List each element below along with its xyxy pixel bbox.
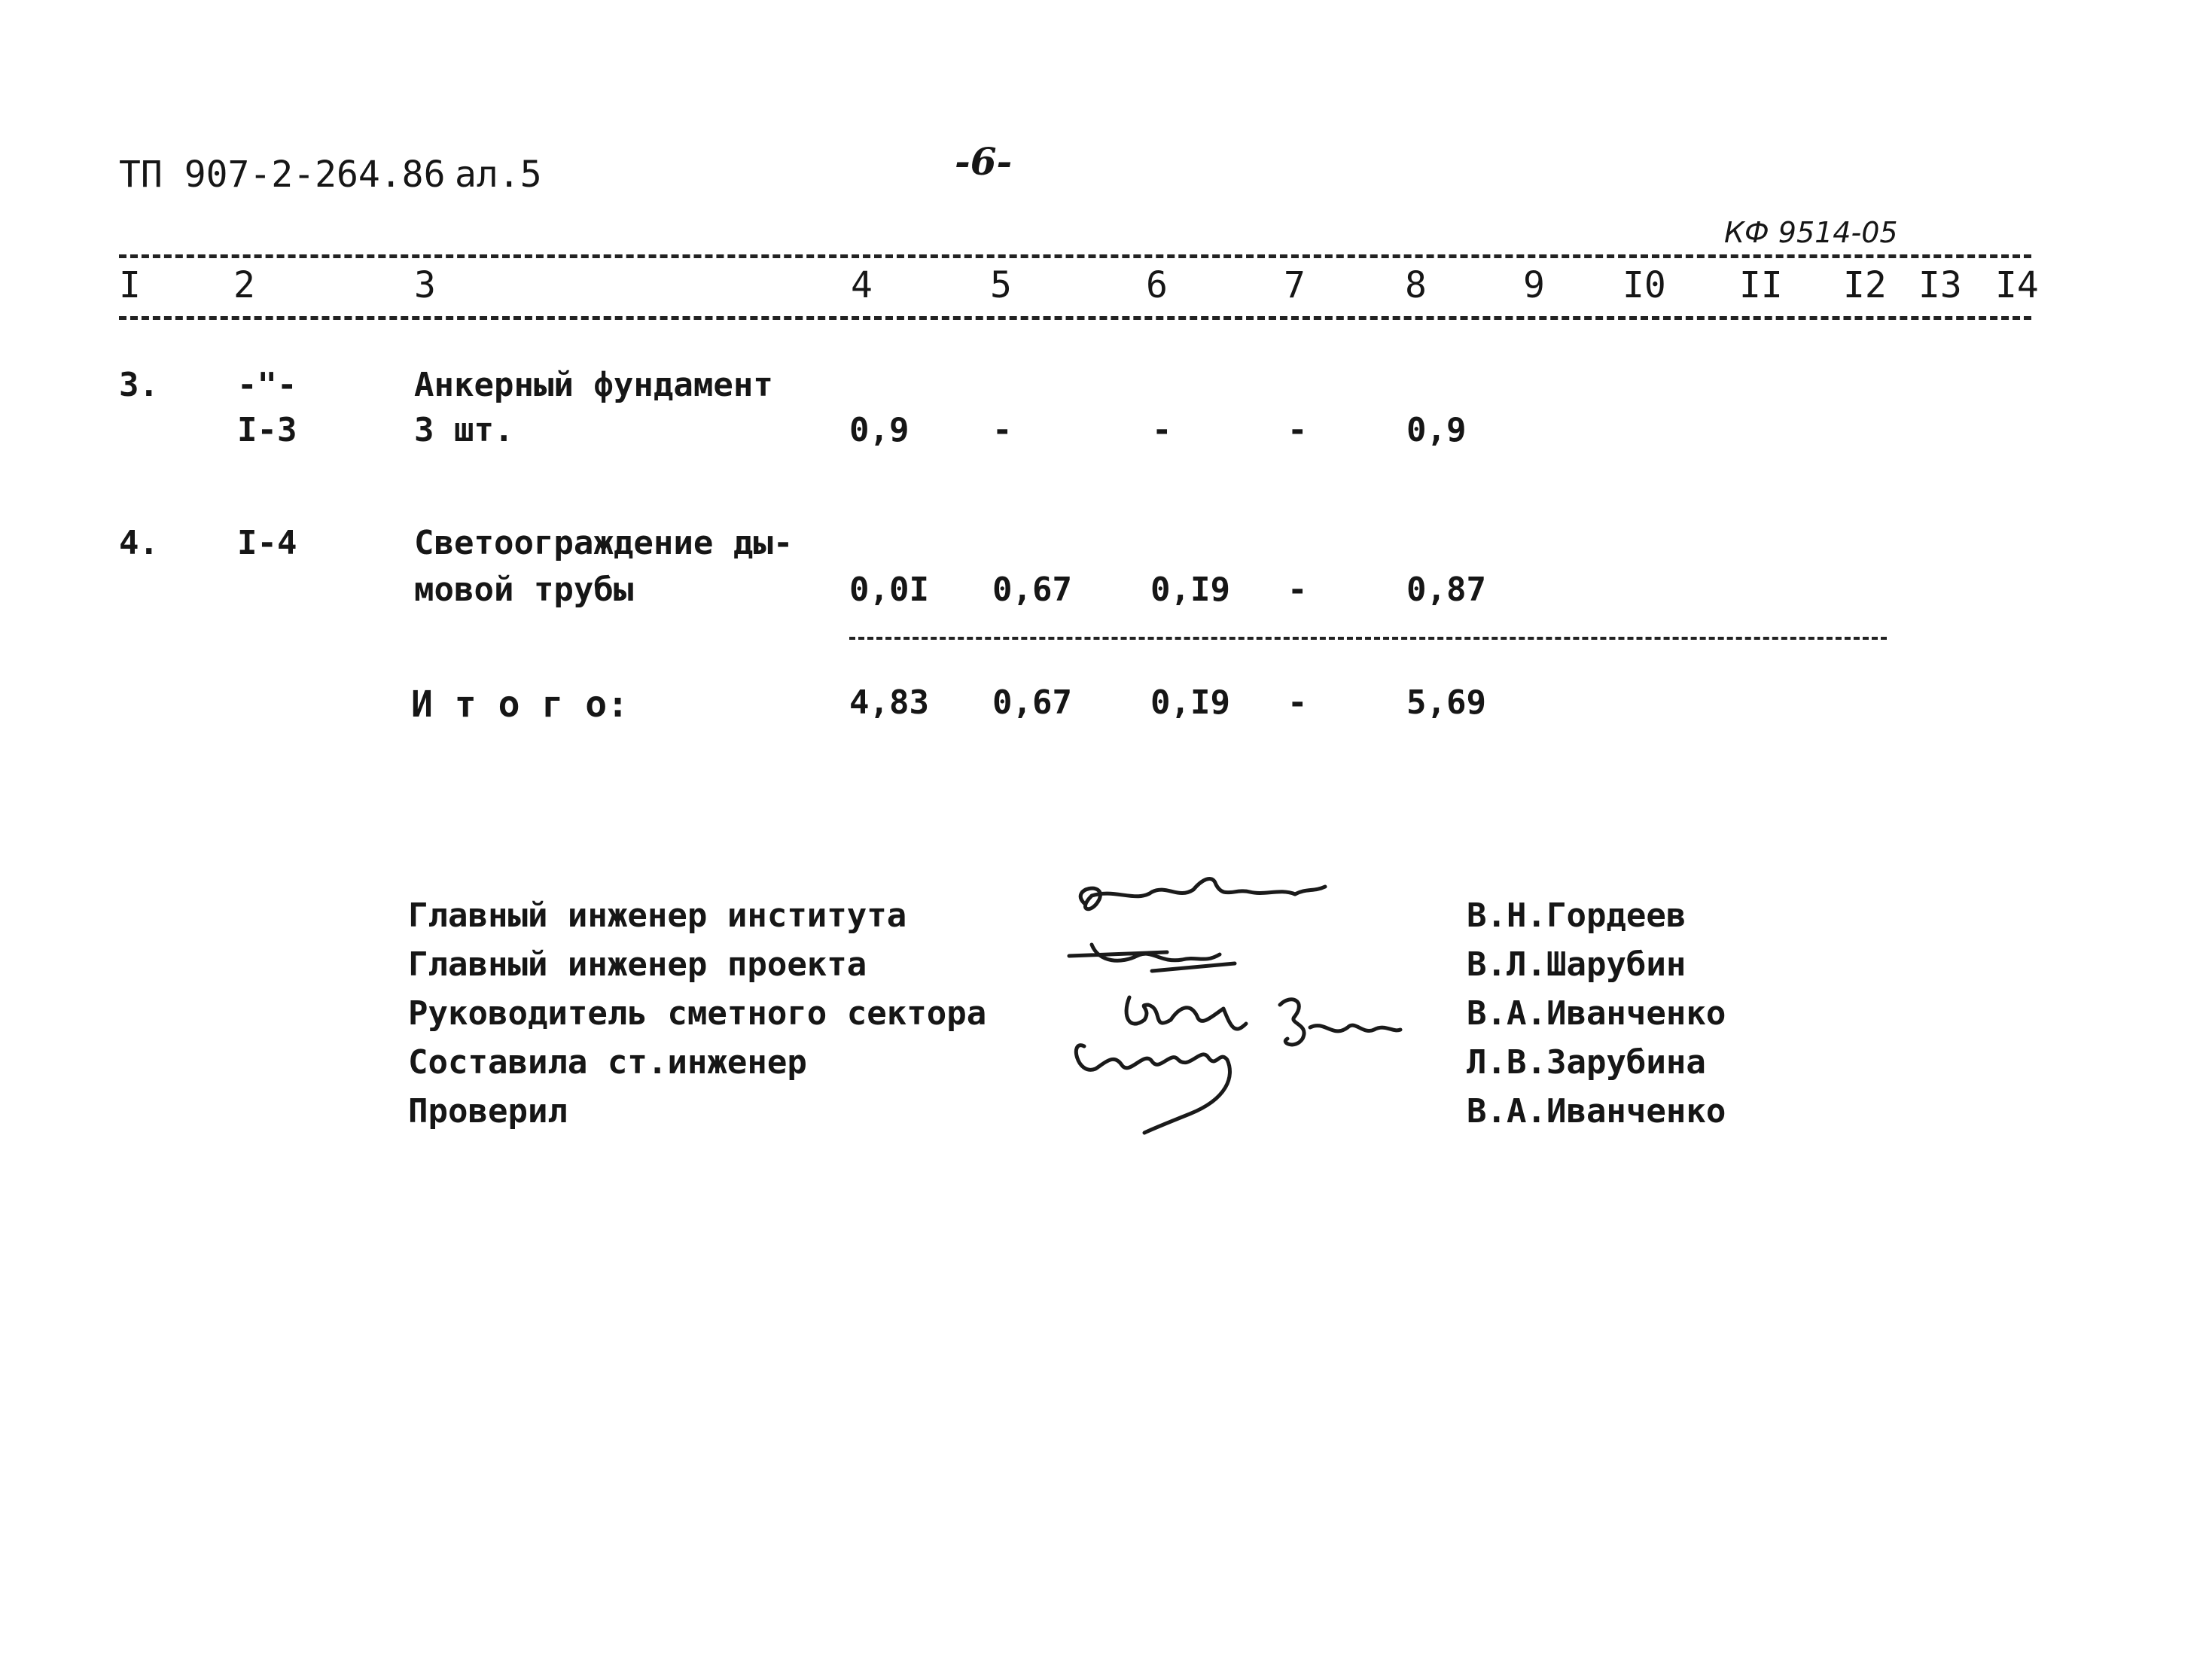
row-name: Светоограждение ды- — [414, 524, 794, 562]
total-col7: - — [1287, 683, 1308, 722]
table-header-rule — [119, 316, 2031, 320]
signatory-role: Главный инженер проекта — [408, 945, 867, 984]
signatory-name: В.А.Иванченко — [1467, 1092, 1726, 1131]
handwritten-signatures — [1039, 858, 1415, 1144]
total-col8: 5,69 — [1406, 683, 1486, 722]
row-reference: I-3 — [237, 411, 297, 449]
table-top-rule — [119, 254, 2031, 258]
signatory-name: В.Н.Гордеев — [1467, 896, 1686, 935]
column-header: 9 — [1523, 264, 1545, 306]
signatory-role: Руководитель сметного сектора — [408, 994, 987, 1033]
column-header: 2 — [233, 264, 255, 306]
row-reference: I-4 — [237, 524, 297, 562]
total-label: И т о г о: — [411, 683, 629, 726]
total-col6: 0,I9 — [1150, 683, 1230, 722]
cell-col6: 0,I9 — [1150, 571, 1230, 609]
total-col5: 0,67 — [992, 683, 1072, 722]
cell-col7: - — [1287, 571, 1308, 609]
cell-col8: 0,9 — [1406, 411, 1467, 449]
column-header: I4 — [1995, 264, 2039, 306]
signatory-name: В.А.Иванченко — [1467, 994, 1726, 1033]
page-number: -6- — [955, 139, 1013, 184]
column-header: 6 — [1146, 264, 1168, 306]
signatory-name: В.Л.Шарубин — [1467, 945, 1686, 984]
column-header: 4 — [851, 264, 873, 306]
column-header: 3 — [414, 264, 436, 306]
column-header: I2 — [1843, 264, 1887, 306]
signature-sharubin — [1069, 945, 1235, 971]
cell-col5: 0,67 — [992, 571, 1072, 609]
row-number: 3. — [119, 366, 159, 404]
document-id: ТП 907-2-264.86 — [119, 154, 446, 196]
row-name: мовой трубы — [414, 571, 634, 609]
total-rule — [849, 637, 1887, 640]
row-name: Анкерный фундамент — [414, 366, 773, 404]
album-number: ал.5 — [455, 154, 542, 196]
row-number: 4. — [119, 524, 159, 562]
row-reference: -"- — [237, 366, 297, 404]
signatory-name: Л.В.Зарубина — [1467, 1043, 1706, 1082]
column-header: I3 — [1918, 264, 1962, 306]
cell-col8: 0,87 — [1406, 571, 1486, 609]
cell-col7: - — [1287, 411, 1308, 449]
signature-ivanchenko-check — [1076, 1045, 1229, 1133]
column-header: I0 — [1623, 264, 1666, 306]
signature-gordeev — [1080, 878, 1325, 908]
column-header: 8 — [1405, 264, 1427, 306]
signature-ivanchenko — [1126, 997, 1246, 1029]
signatory-role: Главный инженер института — [408, 896, 907, 935]
column-header: I — [119, 264, 141, 306]
column-header: 5 — [990, 264, 1012, 306]
signatory-role: Проверил — [408, 1092, 568, 1131]
cell-col4: 0,9 — [849, 411, 910, 449]
cell-col4: 0,0I — [849, 571, 929, 609]
total-col4: 4,83 — [849, 683, 929, 722]
row-name: 3 шт. — [414, 411, 514, 449]
signatory-role: Составила ст.инженер — [408, 1043, 807, 1082]
column-header: II — [1739, 264, 1783, 306]
cell-col6: - — [1152, 411, 1172, 449]
document-code: КФ 9514-05 — [1724, 216, 1898, 249]
column-header: 7 — [1284, 264, 1306, 306]
cell-col5: - — [992, 411, 1013, 449]
signature-zarubina — [1280, 1000, 1400, 1045]
